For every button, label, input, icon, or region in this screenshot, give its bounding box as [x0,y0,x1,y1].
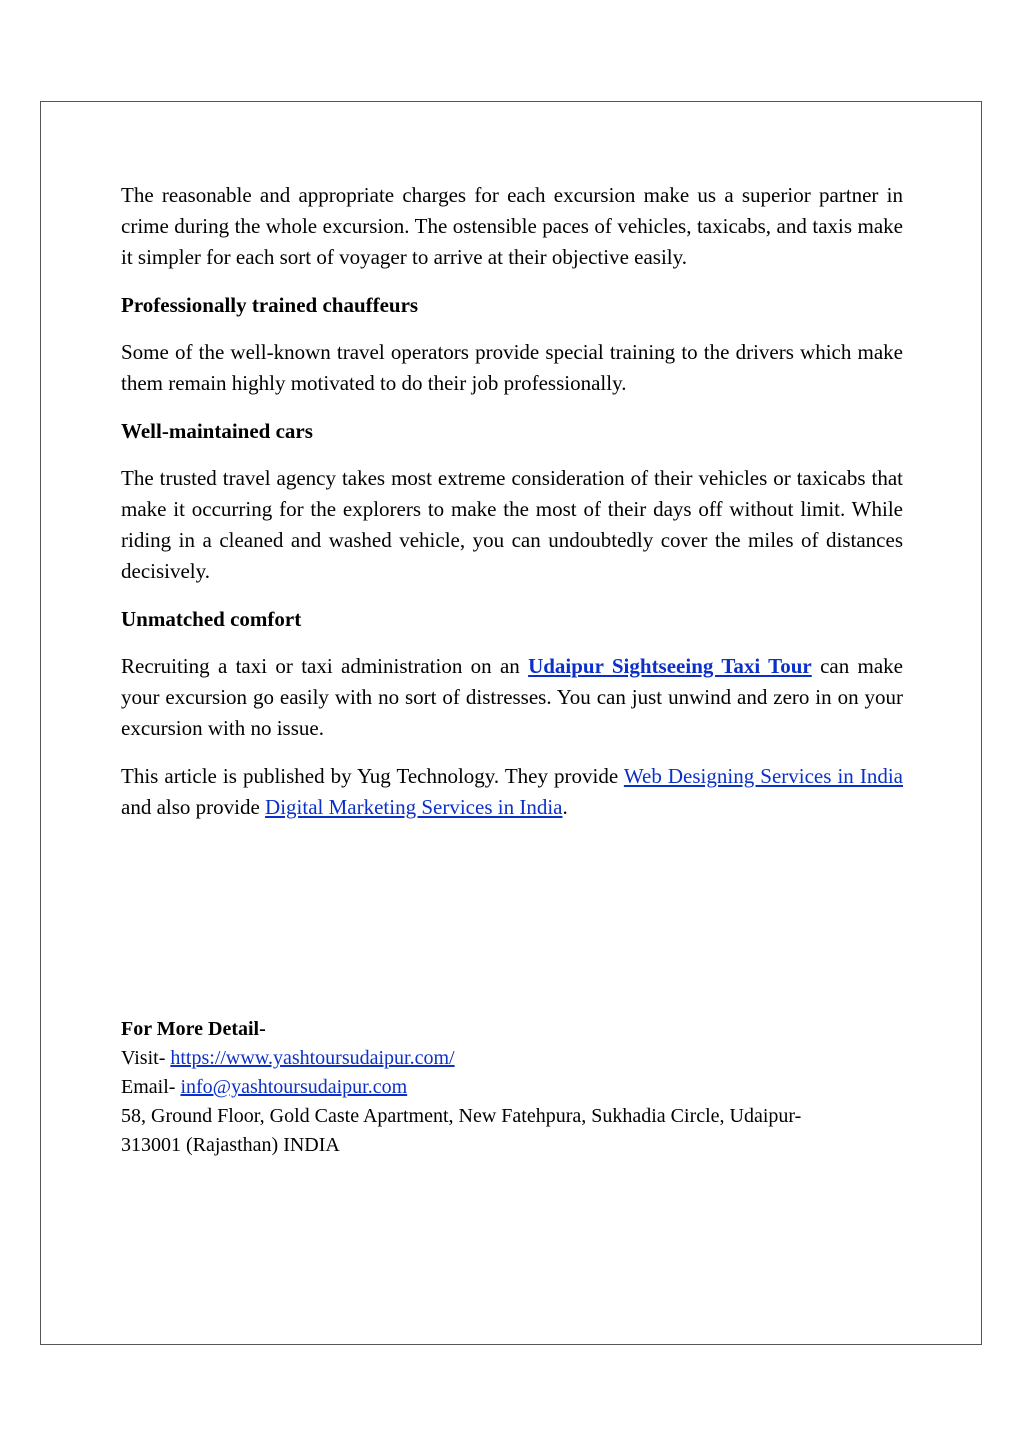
address-line-2: 313001 (Rajasthan) INDIA [121,1134,340,1156]
publisher-text-after: . [562,795,568,819]
email-label: Email- [121,1076,181,1098]
paragraph-charges: The reasonable and appropriate charges for each excursion make us a superior partner in crime during the whole excursion. The ostensible paces of vehicles, taxicabs, and taxis make it simpler for each sort of voyager to arrive at their objective easily. [121,183,903,269]
comfort-text-before: Recruiting a taxi or taxi administration on an [121,654,529,678]
email-line [121,1073,903,1102]
paragraph-comfort [121,651,903,744]
document-body [121,180,903,840]
email-link[interactable]: info@yashtoursudaipur.com [180,1076,408,1098]
paragraph-cars: The trusted travel agency takes most extreme consideration of their vehicles or taxicabs that make it occurring for the explorers to make the most of their days off without limit. While riding in a cleaned and washed vehicle, you can undoubtedly cover the miles of distances decisively. [121,466,903,583]
publisher-text-before: This article is published by Yug Technology. They provide [121,764,624,788]
heading-comfort: Unmatched comfort [121,607,302,631]
paragraph-publisher [121,761,903,823]
comfort-text-after: can make your excursion go easily with no sort of distresses. You can just unwind and zero in on your excursion with no issue. [121,654,903,740]
website-link[interactable]: https://www.yashtoursudaipur.com/ [170,1047,455,1069]
digital-marketing-services-link[interactable]: Digital Marketing Services in India [265,795,563,819]
visit-line [121,1044,903,1073]
publisher-text-middle: and also provide [121,795,266,819]
paragraph-chauffeurs: Some of the well-known travel operators provide special training to the drivers which make them remain highly motivated to do their job professionally. [121,340,903,395]
heading-cars: Well-maintained cars [121,419,313,443]
web-designing-services-link[interactable]: Web Designing Services in India [623,764,903,788]
footer-heading: For More Detail- [121,1018,266,1040]
heading-chauffeurs: Professionally trained chauffeurs [121,293,419,317]
contact-footer [121,1015,903,1160]
address-line-1: 58, Ground Floor, Gold Caste Apartment, New Fatehpura, Sukhadia Circle, Udaipur- [121,1105,802,1127]
visit-label: Visit- [121,1047,171,1069]
udaipur-sightseeing-taxi-tour-link[interactable]: Udaipur Sightseeing Taxi Tour [528,654,812,678]
